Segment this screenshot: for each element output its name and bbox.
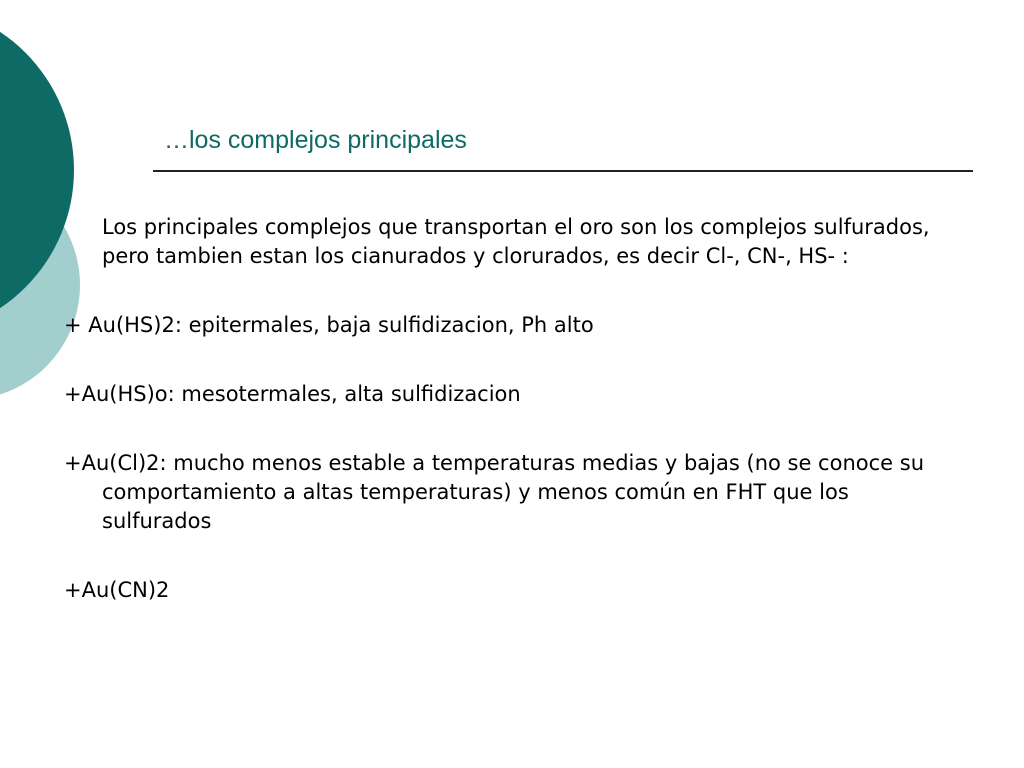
slide-title: …los complejos principales <box>164 126 467 154</box>
title-underline <box>153 170 973 172</box>
list-item-au-cl2: +Au(Cl)2: mucho menos estable a temperaturas medias y bajas (no se conoce su comportamiento a altas temperaturas) y menos común en FHT que los sulfurados <box>64 451 925 533</box>
list-item-au-hso: +Au(HS)o: mesotermales, alta sulfidizacion <box>64 382 521 406</box>
list-item-au-cn2: +Au(CN)2 <box>64 578 170 602</box>
list-item-au-hs2: + Au(HS)2: epitermales, baja sulfidizacion, Ph alto <box>64 313 594 337</box>
slide-body <box>64 213 964 605</box>
intro-paragraph: Los principales complejos que transportan el oro son los complejos sulfurados, pero tambien estan los cianurados y clorurados, es decir Cl-, CN-, HS- : <box>102 215 930 268</box>
